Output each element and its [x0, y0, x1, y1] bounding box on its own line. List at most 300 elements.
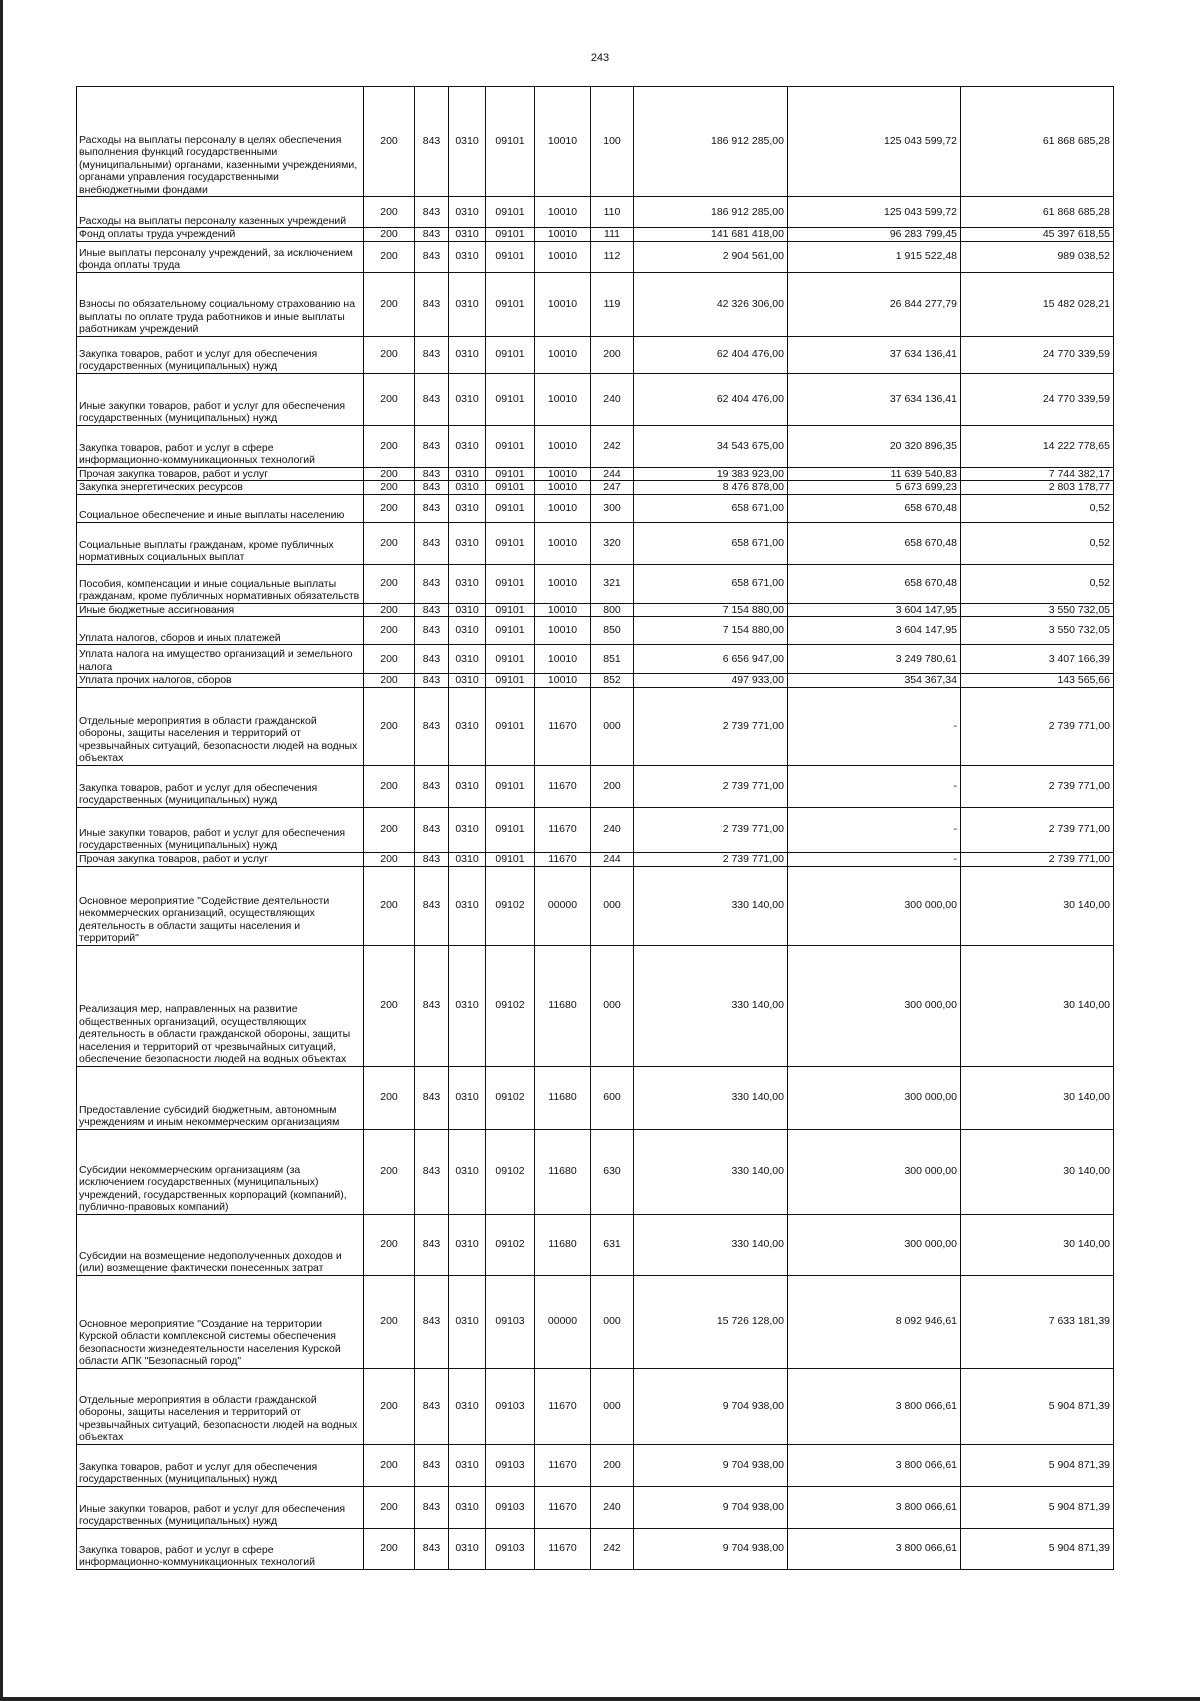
cell-value-3: 989 038,52 — [961, 241, 1114, 272]
cell-code-6: 240 — [591, 807, 634, 852]
cell-code-1: 200 — [364, 336, 415, 373]
cell-code-3: 0310 — [449, 564, 486, 603]
cell-code-6: 240 — [591, 1486, 634, 1528]
cell-code-1: 200 — [364, 228, 415, 242]
table-row — [77, 228, 1114, 242]
cell-value-2: 26 844 277,79 — [788, 272, 961, 336]
cell-code-4: 09101 — [486, 228, 535, 242]
cell-code-4: 09103 — [486, 1528, 535, 1569]
cell-value-2: - — [788, 807, 961, 852]
cell-code-5: 10010 — [535, 467, 591, 481]
cell-code-1: 200 — [364, 1444, 415, 1486]
cell-code-5: 10010 — [535, 481, 591, 495]
cell-code-3: 0310 — [449, 1368, 486, 1444]
cell-code-4: 09102 — [486, 866, 535, 945]
cell-code-6: 200 — [591, 336, 634, 373]
cell-code-1: 200 — [364, 1368, 415, 1444]
cell-value-2: 3 800 066,61 — [788, 1444, 961, 1486]
cell-code-6: 242 — [591, 1528, 634, 1569]
cell-value-2: 5 673 699,23 — [788, 481, 961, 495]
cell-code-3: 0310 — [449, 522, 486, 564]
cell-value-3: 0,52 — [961, 564, 1114, 603]
cell-value-3: 3 550 732,05 — [961, 603, 1114, 617]
cell-code-1: 200 — [364, 1129, 415, 1214]
cell-code-6: 300 — [591, 494, 634, 522]
cell-code-1: 200 — [364, 197, 415, 228]
cell-name: Взносы по обязательному социальному страхованию на выплаты по оплате труда работников и иные выплаты работникам учреждений — [77, 272, 364, 336]
cell-code-5: 10010 — [535, 228, 591, 242]
cell-value-1: 330 140,00 — [634, 945, 788, 1066]
cell-value-1: 497 933,00 — [634, 674, 788, 688]
cell-code-3: 0310 — [449, 945, 486, 1066]
table-row — [77, 373, 1114, 425]
table-row — [77, 1486, 1114, 1528]
cell-code-3: 0310 — [449, 807, 486, 852]
cell-value-2: 3 604 147,95 — [788, 617, 961, 645]
cell-code-3: 0310 — [449, 1129, 486, 1214]
cell-value-1: 141 681 418,00 — [634, 228, 788, 242]
cell-name: Отдельные мероприятия в области гражданской обороны, защиты населения и территорий от чрезвычайных ситуаций, безопасности людей на водных объектах — [77, 687, 364, 765]
cell-code-2: 843 — [415, 467, 449, 481]
cell-code-3: 0310 — [449, 228, 486, 242]
cell-code-5: 11670 — [535, 1368, 591, 1444]
cell-code-6: 852 — [591, 674, 634, 688]
cell-value-2: 20 320 896,35 — [788, 425, 961, 467]
cell-value-3: 143 565,66 — [961, 674, 1114, 688]
cell-code-5: 11670 — [535, 852, 591, 866]
cell-value-2: - — [788, 765, 961, 807]
cell-value-1: 9 704 938,00 — [634, 1368, 788, 1444]
table-row — [77, 645, 1114, 674]
cell-value-2: 300 000,00 — [788, 1066, 961, 1129]
cell-value-3: 30 140,00 — [961, 866, 1114, 945]
cell-value-3: 30 140,00 — [961, 1066, 1114, 1129]
table-row — [77, 617, 1114, 645]
cell-code-2: 843 — [415, 617, 449, 645]
cell-code-2: 843 — [415, 272, 449, 336]
cell-code-3: 0310 — [449, 1444, 486, 1486]
cell-code-2: 843 — [415, 765, 449, 807]
table-row — [77, 241, 1114, 272]
budget-table — [76, 86, 1114, 1570]
cell-value-3: 61 868 685,28 — [961, 197, 1114, 228]
cell-code-1: 200 — [364, 1214, 415, 1275]
cell-value-3: 2 803 178,77 — [961, 481, 1114, 495]
cell-code-2: 843 — [415, 481, 449, 495]
cell-code-3: 0310 — [449, 425, 486, 467]
cell-code-2: 843 — [415, 1368, 449, 1444]
cell-name: Социальное обеспечение и иные выплаты населению — [77, 494, 364, 522]
cell-value-2: 96 283 799,45 — [788, 228, 961, 242]
table-row — [77, 197, 1114, 228]
cell-code-2: 843 — [415, 336, 449, 373]
cell-code-1: 200 — [364, 481, 415, 495]
table-row — [77, 765, 1114, 807]
cell-code-1: 200 — [364, 765, 415, 807]
cell-code-3: 0310 — [449, 674, 486, 688]
table-row — [77, 687, 1114, 765]
cell-code-5: 10010 — [535, 87, 591, 197]
cell-code-1: 200 — [364, 272, 415, 336]
cell-code-5: 10010 — [535, 425, 591, 467]
cell-code-4: 09102 — [486, 945, 535, 1066]
cell-value-2: 300 000,00 — [788, 866, 961, 945]
cell-name: Предоставление субсидий бюджетным, автономным учреждениям и иным некоммерческим организациям — [77, 1066, 364, 1129]
cell-code-2: 843 — [415, 866, 449, 945]
cell-name: Иные бюджетные ассигнования — [77, 603, 364, 617]
cell-value-2: 1 915 522,48 — [788, 241, 961, 272]
table-row — [77, 481, 1114, 495]
cell-code-2: 843 — [415, 852, 449, 866]
cell-code-1: 200 — [364, 1486, 415, 1528]
cell-value-1: 7 154 880,00 — [634, 617, 788, 645]
cell-value-2: 354 367,34 — [788, 674, 961, 688]
cell-value-3: 7 633 181,39 — [961, 1275, 1114, 1368]
cell-value-1: 186 912 285,00 — [634, 197, 788, 228]
cell-code-6: 242 — [591, 425, 634, 467]
cell-code-6: 000 — [591, 1368, 634, 1444]
cell-name: Закупка товаров, работ и услуг для обеспечения государственных (муниципальных) нужд — [77, 1444, 364, 1486]
cell-value-1: 2 739 771,00 — [634, 765, 788, 807]
cell-value-1: 2 904 561,00 — [634, 241, 788, 272]
table-row — [77, 87, 1114, 197]
cell-name: Иные выплаты персоналу учреждений, за исключением фонда оплаты труда — [77, 241, 364, 272]
cell-code-4: 09101 — [486, 807, 535, 852]
cell-code-6: 112 — [591, 241, 634, 272]
cell-code-3: 0310 — [449, 1066, 486, 1129]
cell-code-5: 11670 — [535, 765, 591, 807]
cell-code-4: 09101 — [486, 674, 535, 688]
cell-value-1: 34 543 675,00 — [634, 425, 788, 467]
cell-value-3: 24 770 339,59 — [961, 373, 1114, 425]
cell-code-6: 240 — [591, 373, 634, 425]
table-row — [77, 1129, 1114, 1214]
cell-value-3: 5 904 871,39 — [961, 1486, 1114, 1528]
cell-code-6: 800 — [591, 603, 634, 617]
cell-code-3: 0310 — [449, 1275, 486, 1368]
cell-code-4: 09101 — [486, 687, 535, 765]
table-row — [77, 494, 1114, 522]
cell-value-1: 19 383 923,00 — [634, 467, 788, 481]
table-row — [77, 1528, 1114, 1569]
cell-code-5: 00000 — [535, 866, 591, 945]
cell-code-2: 843 — [415, 807, 449, 852]
cell-code-2: 843 — [415, 687, 449, 765]
table-row — [77, 272, 1114, 336]
cell-code-2: 843 — [415, 945, 449, 1066]
cell-value-1: 186 912 285,00 — [634, 87, 788, 197]
cell-value-1: 7 154 880,00 — [634, 603, 788, 617]
cell-code-3: 0310 — [449, 866, 486, 945]
cell-code-5: 10010 — [535, 197, 591, 228]
cell-value-2: - — [788, 852, 961, 866]
cell-value-3: 5 904 871,39 — [961, 1444, 1114, 1486]
cell-code-6: 244 — [591, 852, 634, 866]
cell-value-1: 6 656 947,00 — [634, 645, 788, 674]
cell-value-3: 24 770 339,59 — [961, 336, 1114, 373]
cell-code-2: 843 — [415, 1528, 449, 1569]
cell-value-3: 2 739 771,00 — [961, 687, 1114, 765]
cell-value-2: 300 000,00 — [788, 1214, 961, 1275]
cell-value-2: 658 670,48 — [788, 564, 961, 603]
table-row — [77, 564, 1114, 603]
cell-value-2: 3 604 147,95 — [788, 603, 961, 617]
cell-value-3: 3 550 732,05 — [961, 617, 1114, 645]
cell-code-4: 09102 — [486, 1129, 535, 1214]
cell-value-1: 62 404 476,00 — [634, 336, 788, 373]
cell-name: Иные закупки товаров, работ и услуг для обеспечения государственных (муниципальных) нужд — [77, 807, 364, 852]
table-body — [77, 87, 1114, 1570]
cell-code-5: 11670 — [535, 1486, 591, 1528]
cell-name: Уплата налогов, сборов и иных платежей — [77, 617, 364, 645]
cell-code-4: 09101 — [486, 87, 535, 197]
cell-value-1: 2 739 771,00 — [634, 687, 788, 765]
cell-code-2: 843 — [415, 241, 449, 272]
cell-code-3: 0310 — [449, 373, 486, 425]
cell-value-2: 37 634 136,41 — [788, 373, 961, 425]
cell-code-6: 200 — [591, 765, 634, 807]
cell-name: Уплата налога на имущество организаций и земельного налога — [77, 645, 364, 674]
cell-code-1: 200 — [364, 373, 415, 425]
cell-code-4: 09101 — [486, 765, 535, 807]
cell-code-4: 09101 — [486, 272, 535, 336]
cell-code-6: 244 — [591, 467, 634, 481]
cell-code-2: 843 — [415, 603, 449, 617]
cell-code-2: 843 — [415, 1275, 449, 1368]
cell-name: Закупка энергетических ресурсов — [77, 481, 364, 495]
cell-code-3: 0310 — [449, 617, 486, 645]
cell-code-5: 00000 — [535, 1275, 591, 1368]
cell-code-4: 09101 — [486, 481, 535, 495]
page-number: 243 — [590, 52, 610, 64]
cell-value-3: 5 904 871,39 — [961, 1368, 1114, 1444]
cell-code-1: 200 — [364, 866, 415, 945]
cell-value-2: 300 000,00 — [788, 945, 961, 1066]
cell-code-4: 09103 — [486, 1486, 535, 1528]
cell-code-5: 10010 — [535, 494, 591, 522]
cell-code-1: 200 — [364, 807, 415, 852]
cell-value-1: 42 326 306,00 — [634, 272, 788, 336]
cell-value-1: 9 704 938,00 — [634, 1528, 788, 1569]
cell-value-2: 125 043 599,72 — [788, 197, 961, 228]
cell-code-4: 09101 — [486, 425, 535, 467]
cell-code-6: 850 — [591, 617, 634, 645]
cell-code-4: 09101 — [486, 467, 535, 481]
cell-code-6: 631 — [591, 1214, 634, 1275]
cell-code-5: 11670 — [535, 1528, 591, 1569]
cell-code-3: 0310 — [449, 336, 486, 373]
cell-name: Отдельные мероприятия в области гражданской обороны, защиты населения и территорий от чрезвычайных ситуаций, безопасности людей на водных объектах — [77, 1368, 364, 1444]
cell-value-3: 0,52 — [961, 522, 1114, 564]
cell-code-1: 200 — [364, 687, 415, 765]
cell-name: Пособия, компенсации и иные социальные выплаты гражданам, кроме публичных нормативных обязательств — [77, 564, 364, 603]
cell-name: Прочая закупка товаров, работ и услуг — [77, 852, 364, 866]
scan-edge-bottom — [0, 1697, 1200, 1701]
cell-name: Иные закупки товаров, работ и услуг для обеспечения государственных (муниципальных) нужд — [77, 373, 364, 425]
cell-code-6: 000 — [591, 866, 634, 945]
cell-code-2: 843 — [415, 373, 449, 425]
table-row — [77, 603, 1114, 617]
cell-code-6: 119 — [591, 272, 634, 336]
cell-value-1: 2 739 771,00 — [634, 807, 788, 852]
cell-value-2: 3 800 066,61 — [788, 1368, 961, 1444]
cell-name: Социальные выплаты гражданам, кроме публичных нормативных социальных выплат — [77, 522, 364, 564]
cell-code-5: 10010 — [535, 603, 591, 617]
cell-value-3: 30 140,00 — [961, 1214, 1114, 1275]
cell-code-2: 843 — [415, 1214, 449, 1275]
cell-code-6: 200 — [591, 1444, 634, 1486]
cell-name: Реализация мер, направленных на развитие общественных организаций, осуществляющих деятельность в области гражданской обороны, защиты населения и территорий от чрезвычайных ситуаций, обеспечение безопасности людей на водных объектах — [77, 945, 364, 1066]
cell-value-1: 9 704 938,00 — [634, 1486, 788, 1528]
table-row — [77, 425, 1114, 467]
cell-code-1: 200 — [364, 674, 415, 688]
cell-code-6: 100 — [591, 87, 634, 197]
cell-code-4: 09101 — [486, 522, 535, 564]
cell-value-2: 11 639 540,83 — [788, 467, 961, 481]
cell-code-5: 10010 — [535, 674, 591, 688]
cell-name: Основное мероприятие "Содействие деятельности некоммерческих организаций, осуществляющих деятельность в области защиты населения и территорий" — [77, 866, 364, 945]
cell-value-1: 2 739 771,00 — [634, 852, 788, 866]
cell-value-2: 300 000,00 — [788, 1129, 961, 1214]
cell-value-1: 330 140,00 — [634, 1066, 788, 1129]
table-row — [77, 1066, 1114, 1129]
table-row — [77, 1444, 1114, 1486]
cell-code-4: 09102 — [486, 1066, 535, 1129]
cell-code-5: 11680 — [535, 1129, 591, 1214]
cell-value-3: 2 739 771,00 — [961, 852, 1114, 866]
cell-value-1: 330 140,00 — [634, 1129, 788, 1214]
cell-code-3: 0310 — [449, 687, 486, 765]
cell-code-5: 10010 — [535, 645, 591, 674]
cell-value-1: 62 404 476,00 — [634, 373, 788, 425]
table-row — [77, 674, 1114, 688]
cell-name: Закупка товаров, работ и услуг в сфере информационно-коммуникационных технологий — [77, 425, 364, 467]
cell-code-4: 09103 — [486, 1368, 535, 1444]
cell-code-3: 0310 — [449, 645, 486, 674]
cell-code-2: 843 — [415, 228, 449, 242]
cell-code-4: 09102 — [486, 1214, 535, 1275]
cell-code-5: 10010 — [535, 617, 591, 645]
cell-name: Расходы на выплаты персоналу в целях обеспечения выполнения функций государственными (муниципальными) органами, казенными учреждениями, органами управления государственными внебюджетными фондами — [77, 87, 364, 197]
cell-name: Субсидии на возмещение недополученных доходов и (или) возмещение фактически понесенных затрат — [77, 1214, 364, 1275]
cell-value-3: 61 868 685,28 — [961, 87, 1114, 197]
cell-value-3: 2 739 771,00 — [961, 765, 1114, 807]
table-row — [77, 336, 1114, 373]
cell-value-2: 8 092 946,61 — [788, 1275, 961, 1368]
cell-code-2: 843 — [415, 674, 449, 688]
cell-code-5: 10010 — [535, 522, 591, 564]
cell-code-4: 09101 — [486, 373, 535, 425]
cell-value-3: 45 397 618,55 — [961, 228, 1114, 242]
cell-code-3: 0310 — [449, 481, 486, 495]
cell-code-4: 09103 — [486, 1444, 535, 1486]
cell-value-2: 658 670,48 — [788, 494, 961, 522]
cell-value-1: 15 726 128,00 — [634, 1275, 788, 1368]
cell-value-1: 330 140,00 — [634, 866, 788, 945]
cell-value-2: 37 634 136,41 — [788, 336, 961, 373]
cell-code-1: 200 — [364, 645, 415, 674]
cell-code-3: 0310 — [449, 197, 486, 228]
table-row — [77, 807, 1114, 852]
cell-code-1: 200 — [364, 945, 415, 1066]
cell-code-3: 0310 — [449, 1486, 486, 1528]
cell-code-3: 0310 — [449, 241, 486, 272]
cell-code-2: 843 — [415, 494, 449, 522]
cell-name: Фонд оплаты труда учреждений — [77, 228, 364, 242]
cell-code-4: 09101 — [486, 564, 535, 603]
table-row — [77, 945, 1114, 1066]
cell-code-2: 843 — [415, 1129, 449, 1214]
cell-code-1: 200 — [364, 1528, 415, 1569]
cell-value-3: 30 140,00 — [961, 945, 1114, 1066]
cell-code-5: 10010 — [535, 564, 591, 603]
cell-value-1: 658 671,00 — [634, 494, 788, 522]
cell-value-2: 3 249 780,61 — [788, 645, 961, 674]
table-row — [77, 866, 1114, 945]
cell-code-2: 843 — [415, 564, 449, 603]
cell-code-6: 000 — [591, 687, 634, 765]
cell-code-1: 200 — [364, 522, 415, 564]
cell-code-5: 11670 — [535, 687, 591, 765]
cell-code-5: 10010 — [535, 336, 591, 373]
cell-code-6: 247 — [591, 481, 634, 495]
cell-code-4: 09103 — [486, 1275, 535, 1368]
cell-code-4: 09101 — [486, 617, 535, 645]
cell-code-1: 200 — [364, 603, 415, 617]
cell-code-1: 200 — [364, 87, 415, 197]
table-row — [77, 1275, 1114, 1368]
cell-value-3: 14 222 778,65 — [961, 425, 1114, 467]
cell-code-6: 600 — [591, 1066, 634, 1129]
cell-code-2: 843 — [415, 1486, 449, 1528]
cell-value-3: 0,52 — [961, 494, 1114, 522]
cell-value-2: 658 670,48 — [788, 522, 961, 564]
cell-code-5: 10010 — [535, 373, 591, 425]
cell-code-1: 200 — [364, 241, 415, 272]
table-row — [77, 467, 1114, 481]
cell-code-1: 200 — [364, 494, 415, 522]
cell-code-5: 10010 — [535, 241, 591, 272]
cell-code-6: 111 — [591, 228, 634, 242]
cell-name: Основное мероприятие "Создание на территории Курской области комплексной системы обеспечения безопасности жизнедеятельности населения Курской области АПК "Безопасный город" — [77, 1275, 364, 1368]
cell-code-1: 200 — [364, 1275, 415, 1368]
cell-code-1: 200 — [364, 425, 415, 467]
cell-code-4: 09101 — [486, 852, 535, 866]
cell-code-4: 09101 — [486, 645, 535, 674]
cell-value-3: 2 739 771,00 — [961, 807, 1114, 852]
cell-value-3: 3 407 166,39 — [961, 645, 1114, 674]
cell-name: Уплата прочих налогов, сборов — [77, 674, 364, 688]
cell-code-5: 11680 — [535, 1066, 591, 1129]
cell-value-1: 658 671,00 — [634, 564, 788, 603]
cell-value-2: 3 800 066,61 — [788, 1528, 961, 1569]
scan-edge-left — [0, 0, 3, 1701]
cell-code-6: 000 — [591, 1275, 634, 1368]
table-row — [77, 1368, 1114, 1444]
cell-value-3: 15 482 028,21 — [961, 272, 1114, 336]
cell-name: Субсидии некоммерческим организациям (за исключением государственных (муниципальных) учреждений, государственных корпораций (компаний), публично-правовых компаний) — [77, 1129, 364, 1214]
cell-code-2: 843 — [415, 522, 449, 564]
cell-code-6: 320 — [591, 522, 634, 564]
cell-code-6: 321 — [591, 564, 634, 603]
cell-code-6: 110 — [591, 197, 634, 228]
cell-code-2: 843 — [415, 197, 449, 228]
cell-code-3: 0310 — [449, 765, 486, 807]
cell-code-3: 0310 — [449, 467, 486, 481]
cell-code-2: 843 — [415, 1066, 449, 1129]
cell-code-4: 09101 — [486, 494, 535, 522]
cell-value-3: 5 904 871,39 — [961, 1528, 1114, 1569]
